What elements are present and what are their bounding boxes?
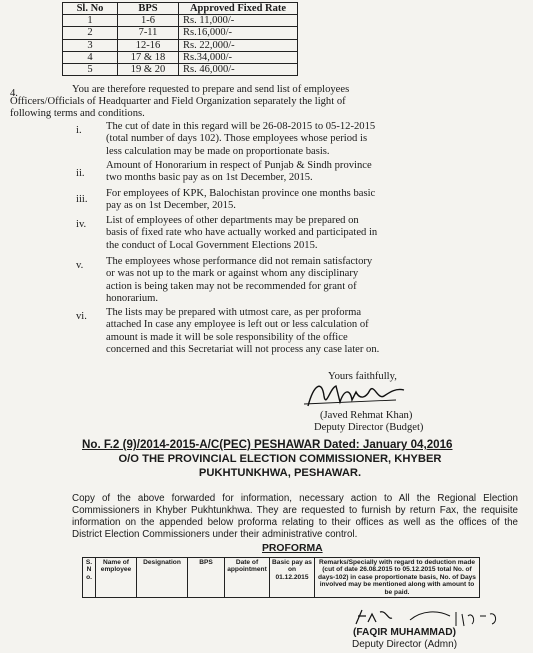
signature-image xyxy=(300,378,410,412)
cell-rate: Rs. 46,000/- xyxy=(179,63,298,75)
para4-line-2: Officers/Officials of Headquarter and Field Organization separately the light of xyxy=(10,96,346,107)
rate-table xyxy=(62,2,298,76)
reference-number: No. F.2 (9)/2014-2015-A/C(PEC) PESHAWAR Dated: January 04,2016 xyxy=(82,438,453,451)
header-bps: BPS xyxy=(118,3,179,15)
item-line: List of employees of other departments may be prepared on xyxy=(106,215,359,226)
cell-bps: 12-16 xyxy=(118,39,179,51)
item-line: The lists may be prepared with utmost care, as per proforma xyxy=(106,307,362,318)
table-row xyxy=(63,51,298,63)
item-line: less calculation may be made on proportionate basis. xyxy=(106,145,330,157)
list-item xyxy=(106,160,416,185)
rate-table-header xyxy=(63,3,298,15)
list-item xyxy=(106,215,416,252)
item-line: Amount of Honorarium in respect of Punjab & Sindh province xyxy=(106,160,372,171)
cell-rate: Rs.16,000/- xyxy=(179,27,298,39)
proforma-header-row xyxy=(83,558,480,598)
cell-bps: 19 & 20 xyxy=(118,63,179,75)
col-designation: Designation xyxy=(137,558,188,598)
item-marker-vi: vi. xyxy=(76,311,87,322)
table-row xyxy=(63,39,298,51)
list-item xyxy=(106,188,416,213)
col-bps: BPS xyxy=(188,558,225,598)
col-remarks: Remarks/Specially with regard to deduction made (cut of date 26.08.2015 to 05.12.2015 total No. of days-102) in case proportionate basis, No. of Days involved may be mentioned along with amount to be paid. xyxy=(315,558,480,598)
cell-sl: 5 xyxy=(63,63,118,75)
item-line: action is being taken may not be recommended for grant of xyxy=(106,280,357,292)
col-appointment: Date of appointment xyxy=(225,558,270,598)
cell-bps: 17 & 18 xyxy=(118,51,179,63)
cell-sl: 4 xyxy=(63,51,118,63)
cell-bps: 7-11 xyxy=(118,27,179,39)
col-basic-pay: Basic pay as on 01.12.2015 xyxy=(270,558,315,598)
cell-bps: 1-6 xyxy=(118,15,179,27)
yours-faithfully: Yours faithfully, xyxy=(328,371,397,382)
item-line: basis of fixed rate who have actually worked and participated in xyxy=(106,227,378,239)
footer-signatory-designation: Deputy Director (Admn) xyxy=(352,639,458,650)
office-line-1: O/O THE PROVINCIAL ELECTION COMMISSIONER, KHYBER xyxy=(118,453,442,465)
col-sno: S. N o. xyxy=(83,558,96,598)
proforma-title: PROFORMA xyxy=(262,543,323,554)
item-line: concerned and this Secretariat will not process any case later on. xyxy=(106,344,380,356)
item-line: or was not up to the mark or against whom any disciplinary xyxy=(106,268,359,280)
item-line: The cut of date in this regard will be 26-08-2015 to 05-12-2015 xyxy=(106,121,376,132)
cell-sl: 2 xyxy=(63,27,118,39)
item-marker-v: v. xyxy=(76,260,84,271)
table-row xyxy=(63,27,298,39)
item-line: amount is made it will be sole responsibility of the office xyxy=(106,331,348,343)
proforma-table xyxy=(82,557,480,598)
cell-rate: Rs.34,000/- xyxy=(179,51,298,63)
copy-forward-text: Copy of the above forwarded for information, necessary action to All the Regional Election Commissioners in Khyber Pukhtunkhwa. They are requested to furnish by return Fax, the requisite information on the appended below proforma relating to their offices as well as the offices of the District Election Commissioners under their administrative control. xyxy=(72,493,518,541)
item-line: For employees of KPK, Balochistan province one months basic xyxy=(106,188,376,199)
table-row xyxy=(63,63,298,75)
item-marker-iv: iv. xyxy=(76,219,87,230)
item-marker-ii: ii. xyxy=(76,168,85,179)
footer-signatory-name: (FAQIR MUHAMMAD) xyxy=(353,627,456,638)
office-line-2: PUKHTUNKHWA, PESHAWAR. xyxy=(198,467,362,479)
list-item xyxy=(106,256,416,306)
para4-line-1: You are therefore requested to prepare and send list of employees xyxy=(72,84,350,95)
para-number: 4. xyxy=(10,88,18,99)
header-rate: Approved Fixed Rate xyxy=(179,3,298,15)
item-line: The employees whose performance did not remain satisfactory xyxy=(106,256,373,267)
signatory-designation: Deputy Director (Budget) xyxy=(314,422,424,433)
cell-sl: 3 xyxy=(63,39,118,51)
cell-rate: Rs. 11,000/- xyxy=(179,15,298,27)
signatory-name: (Javed Rehmat Khan) xyxy=(320,410,413,421)
list-item xyxy=(106,307,436,357)
item-line: the conduct of Local Government Elections 2015. xyxy=(106,239,318,251)
cell-rate: Rs. 22,000/- xyxy=(179,39,298,51)
item-marker-iii: iii. xyxy=(76,194,88,205)
item-line: two months basic pay as on 1st December, 2015. xyxy=(106,172,313,184)
col-name: Name of employee xyxy=(96,558,137,598)
cell-sl: 1 xyxy=(63,15,118,27)
table-row xyxy=(63,15,298,27)
item-marker-i: i. xyxy=(76,125,82,136)
para4-line-3: following terms and conditions. xyxy=(10,108,145,119)
item-line: attached In case any employee is left out or less calculation of xyxy=(106,319,369,331)
list-item xyxy=(106,121,416,158)
item-line: honorarium. xyxy=(106,293,159,305)
header-sl-no: Sl. No xyxy=(63,3,118,15)
item-line: pay as on 1st December, 2015. xyxy=(106,200,236,212)
item-line: (total number of days 102). Those employees whose period is xyxy=(106,133,368,145)
